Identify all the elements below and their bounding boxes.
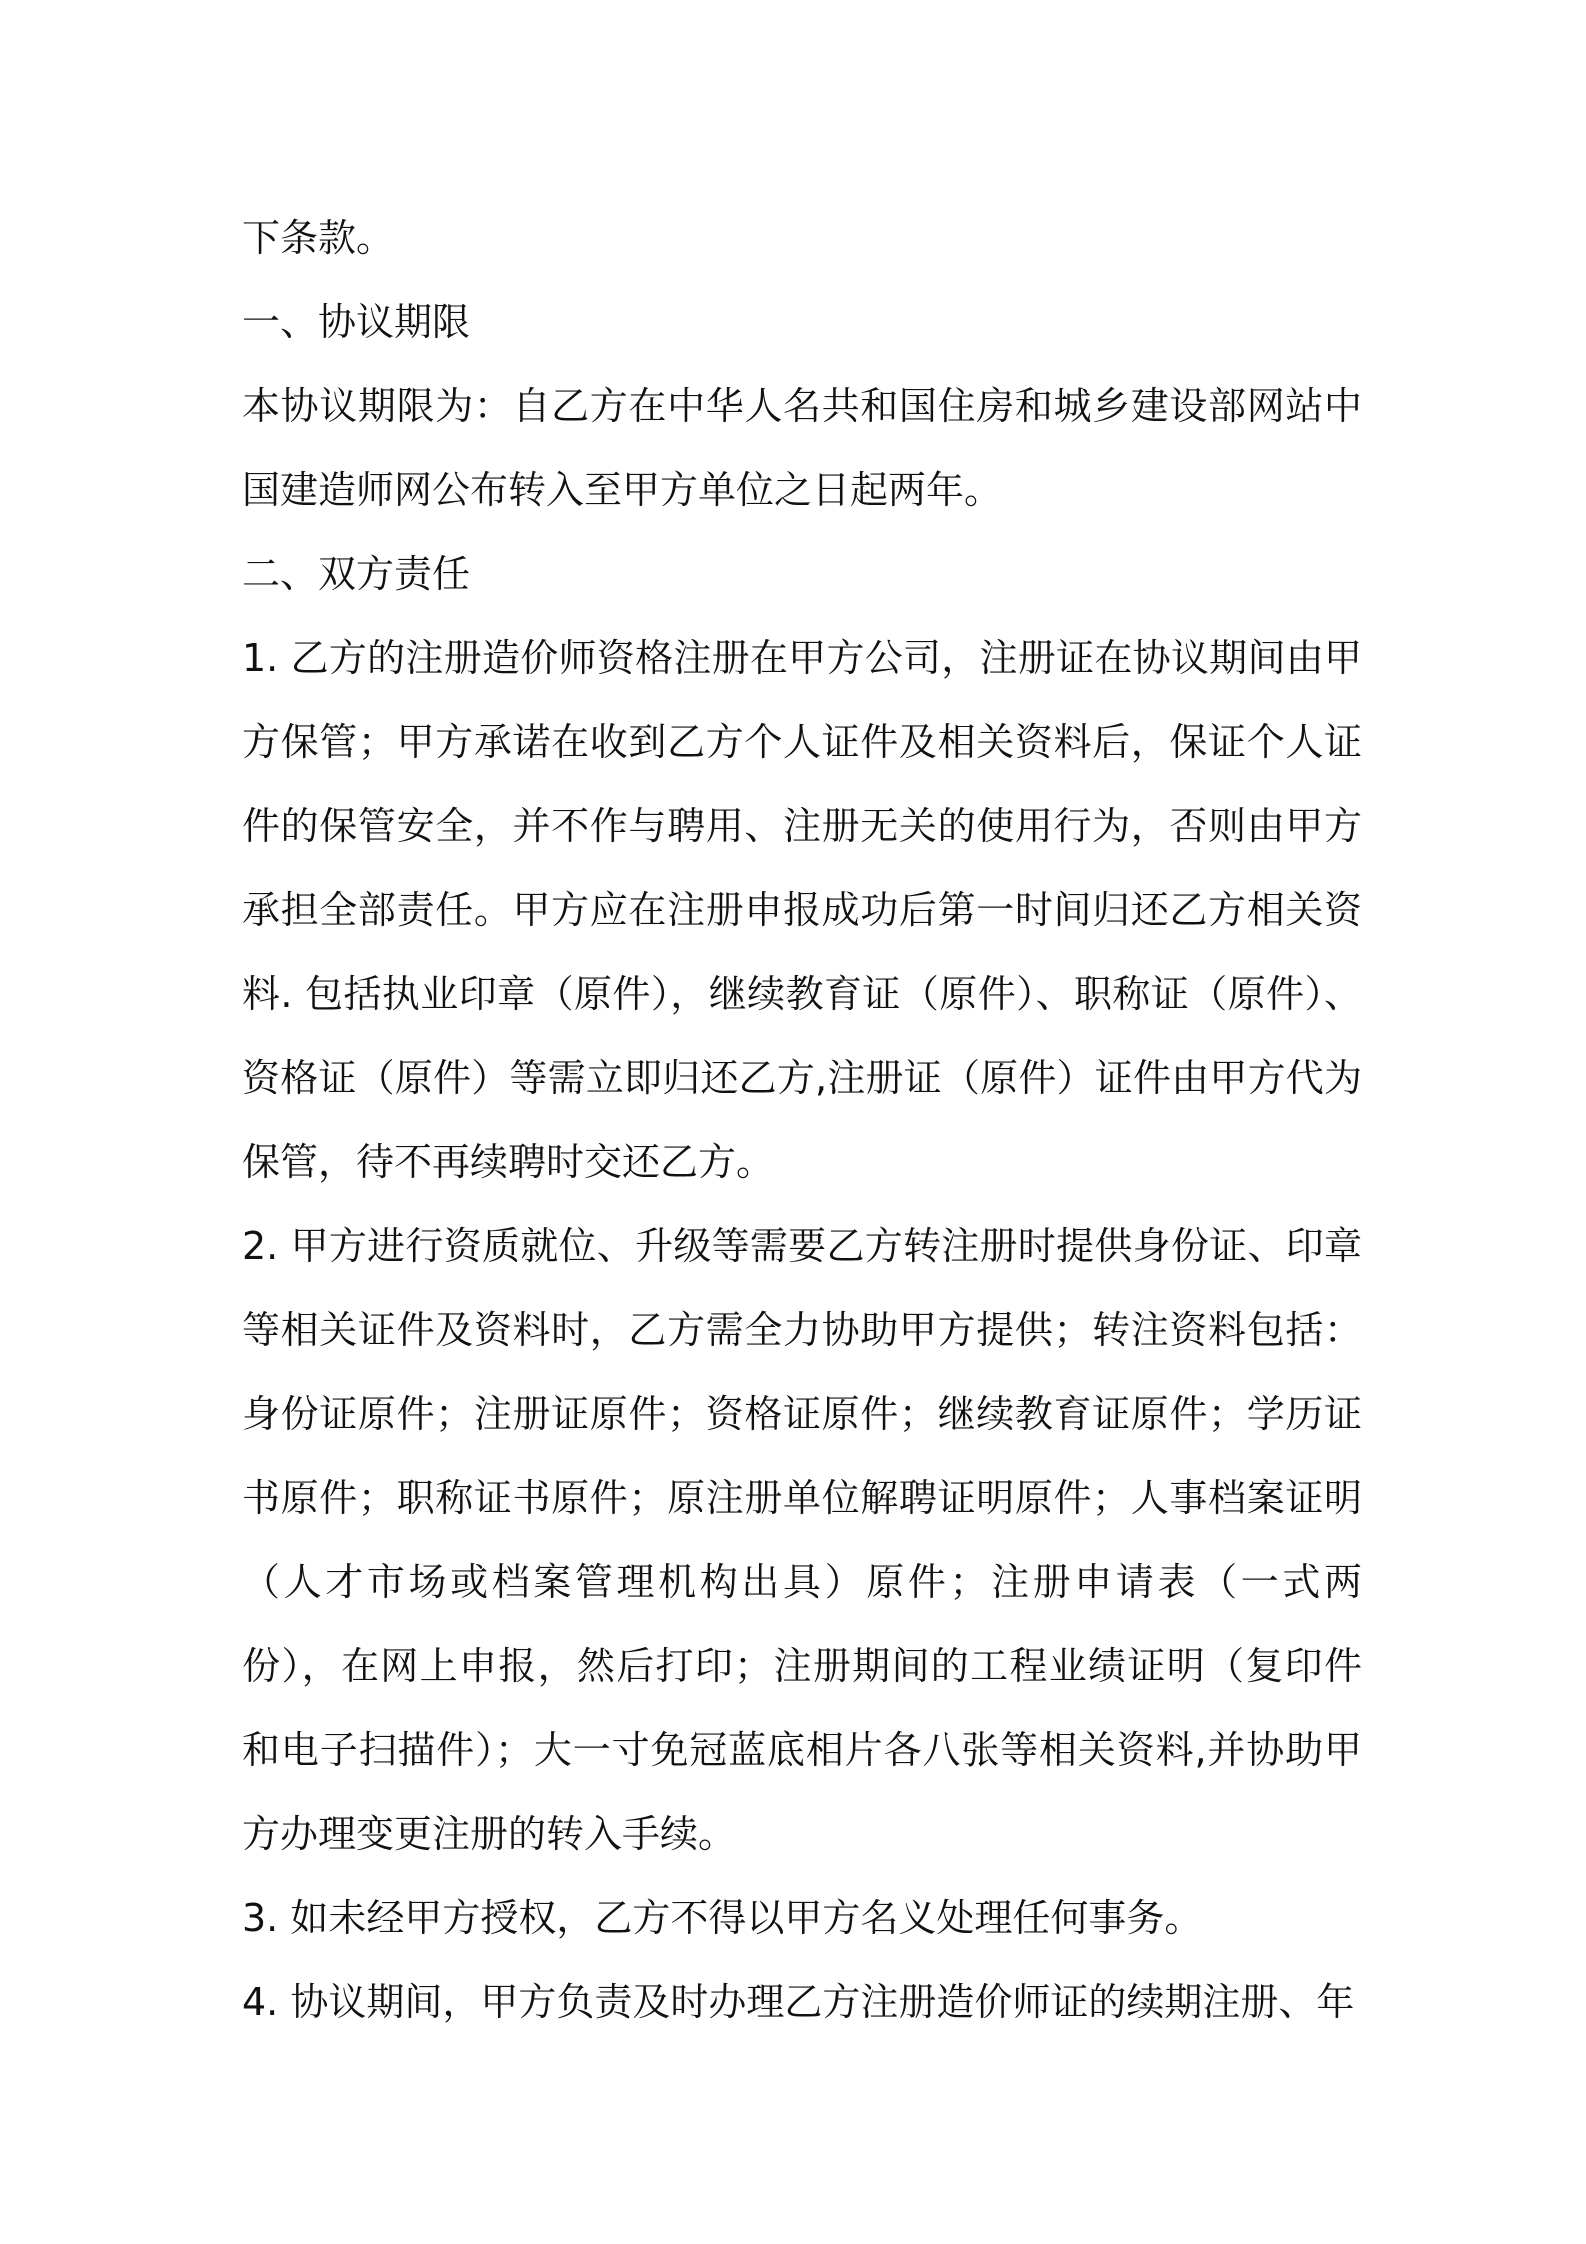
document-body [242, 196, 1362, 2044]
section-heading-responsibilities: 二、双方责任 [242, 552, 471, 596]
clause-3: 3. 如未经甲方授权，乙方不得以甲方名义处理任何事务。 [242, 1896, 1203, 1940]
paragraph-term: 本协议期限为：自乙方在中华人名共和国住房和城乡建设部网站中国建造师网公布转入至甲方单位之日起两年。 [242, 384, 1362, 512]
clause-1: 1. 乙方的注册造价师资格注册在甲方公司，注册证在协议期间由甲方保管；甲方承诺在收到乙方个人证件及相关资料后，保证个人证件的保管安全，并不作与聘用、注册无关的使用行为，否则由甲方承担全部责任。甲方应在注册申报成功后第一时间归还乙方相关资料. 包括执业印章（原件），继续教育证（原件）、职称证（原件）、资格证（原件）等需立即归还乙方,注册证（原件）证件由甲方代为保管，待不再续聘时交还乙方。 [242, 636, 1362, 1184]
paragraph-intro-tail: 下条款。 [242, 216, 395, 260]
clause-2: 2. 甲方进行资质就位、升级等需要乙方转注册时提供身份证、印章等相关证件及资料时，乙方需全力协助甲方提供；转注资料包括：身份证原件；注册证原件；资格证原件；继续教育证原件；学历证书原件；职称证书原件；原注册单位解聘证明原件；人事档案证明（人才市场或档案管理机构出具）原件；注册申请表（一式两份），在网上申报，然后打印；注册期间的工程业绩证明（复印件和电子扫描件）；大一寸免冠蓝底相片各八张等相关资料,并协助甲方办理变更注册的转入手续。 [242, 1224, 1362, 1856]
section-heading-term: 一、协议期限 [242, 300, 471, 344]
clause-4: 4. 协议期间，甲方负责及时办理乙方注册造价师证的续期注册、年 [242, 1980, 1355, 2024]
